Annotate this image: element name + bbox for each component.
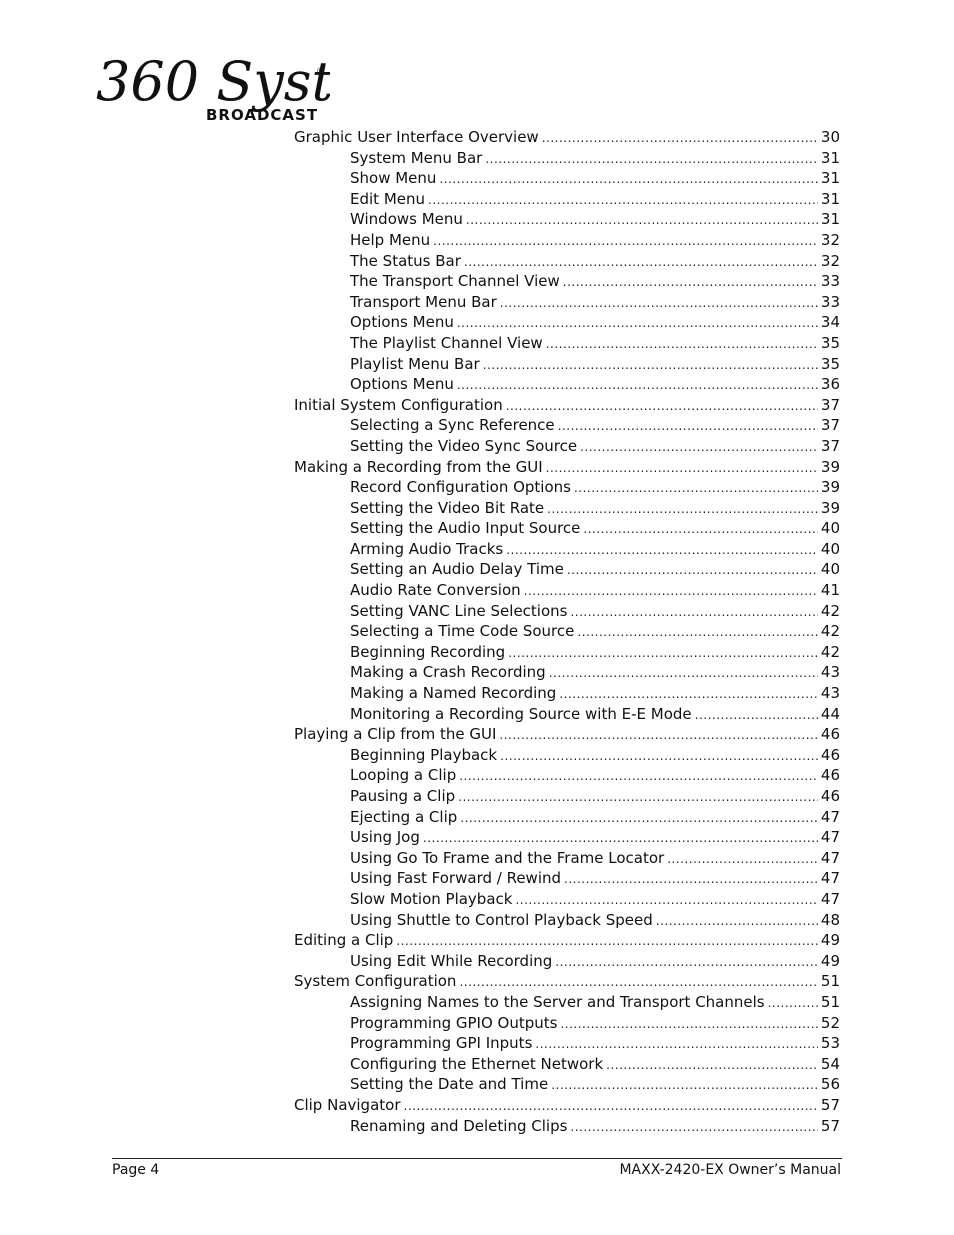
toc-entry[interactable]: [294, 662, 840, 683]
toc-dot-leader: [506, 540, 818, 561]
toc-dot-leader: [459, 972, 817, 993]
toc-entry[interactable]: [294, 827, 840, 848]
toc-entry-page: 44: [820, 704, 840, 723]
toc-entry[interactable]: [294, 1074, 840, 1095]
toc-entry-title: Pausing a Clip: [350, 787, 456, 805]
toc-entry-page: 31: [820, 210, 840, 229]
toc-entry[interactable]: [294, 1054, 840, 1075]
toc-entry-title: Using Fast Forward / Rewind: [350, 869, 562, 888]
toc-entry[interactable]: [294, 910, 840, 931]
toc-dot-leader: [423, 828, 818, 849]
toc-entry[interactable]: [294, 971, 840, 992]
toc-entry-page: 35: [820, 354, 840, 373]
toc-entry-title: Help Menu: [350, 230, 431, 249]
toc-entry[interactable]: [294, 601, 840, 622]
toc-entry[interactable]: [294, 848, 840, 869]
toc-entry-page: 34: [820, 313, 840, 332]
toc-entry-page: 39: [820, 457, 840, 476]
toc-entry-page: 42: [820, 642, 840, 661]
toc-entry[interactable]: [294, 1013, 840, 1034]
toc-entry-title: Selecting a Time Code Source: [350, 622, 575, 641]
toc-entry-title: The Playlist Channel View: [350, 333, 543, 352]
toc-entry-page: 51: [820, 972, 840, 991]
toc-entry-title: System Configuration: [294, 972, 457, 991]
toc-dot-leader: [506, 396, 818, 417]
toc-entry[interactable]: [294, 642, 840, 663]
toc-entry-title: Setting the Video Bit Rate: [350, 498, 545, 517]
toc-entry[interactable]: [294, 251, 840, 272]
toc-entry-title: Looping a Clip: [350, 766, 457, 785]
toc-dot-leader: [656, 911, 818, 932]
toc-dot-leader: [433, 231, 818, 252]
toc-entry-title: Editing a Clip: [294, 931, 394, 950]
toc-dot-leader: [464, 252, 818, 273]
toc-entry-title: Programming GPIO Outputs: [350, 1013, 558, 1032]
toc-entry[interactable]: [294, 395, 840, 416]
toc-entry-page: 36: [820, 375, 840, 394]
footer-page-number: Page 4: [112, 1162, 160, 1178]
toc-dot-leader: [508, 643, 818, 664]
toc-dot-leader: [459, 766, 818, 787]
toc-dot-leader: [483, 355, 818, 376]
logo-registered-mark: ®: [316, 67, 325, 77]
toc-entry-title: Programming GPI Inputs: [350, 1034, 533, 1053]
toc-entry-page: 56: [820, 1075, 840, 1094]
toc-entry[interactable]: [294, 333, 840, 354]
toc-entry-title: The Status Bar: [350, 251, 461, 270]
toc-entry-page: 48: [820, 910, 840, 929]
toc-entry[interactable]: [294, 992, 840, 1013]
toc-entry-title: Setting an Audio Delay Time: [350, 560, 564, 579]
logo-graphic: [94, 52, 330, 124]
toc-entry-page: 37: [820, 416, 840, 435]
toc-dot-leader: [570, 1117, 818, 1138]
toc-dot-leader: [466, 210, 818, 231]
toc-entry[interactable]: [294, 1116, 840, 1137]
footer-divider: [112, 1158, 842, 1159]
toc-entry-page: 40: [820, 519, 840, 538]
toc-entry-page: 33: [820, 292, 840, 311]
toc-entry-page: 46: [820, 725, 840, 744]
toc-entry-page: 46: [820, 766, 840, 785]
toc-entry-title: Edit Menu: [350, 189, 425, 208]
toc-dot-leader: [396, 931, 818, 952]
toc-entry-page: 31: [820, 189, 840, 208]
toc-entry-title: Playing a Clip from the GUI: [294, 725, 497, 744]
toc-entry-page: 47: [820, 869, 840, 888]
logo-wordmark: 360 Sys: [96, 52, 312, 113]
toc-entry-page: 53: [820, 1034, 840, 1053]
toc-entry[interactable]: [294, 745, 840, 766]
toc-entry[interactable]: [294, 354, 840, 375]
toc-entry-title: Beginning Playback: [350, 745, 498, 764]
toc-entry[interactable]: [294, 312, 840, 333]
toc-entry-page: 57: [820, 1095, 840, 1114]
toc-entry-page: 39: [820, 498, 840, 517]
toc-dot-leader: [768, 993, 818, 1014]
toc-entry-title: Using Shuttle to Control Playback Speed: [350, 910, 653, 929]
toc-entry[interactable]: [294, 518, 840, 539]
toc-entry-page: 47: [820, 848, 840, 867]
toc-dot-leader: [563, 272, 818, 293]
toc-entry-page: 57: [820, 1116, 840, 1135]
toc-entry-title: Setting the Date and Time: [350, 1075, 549, 1094]
toc-entry[interactable]: [294, 168, 840, 189]
toc-entry-page: 51: [820, 992, 840, 1011]
toc-entry[interactable]: [294, 930, 840, 951]
toc-dot-leader: [404, 1096, 818, 1117]
toc-dot-leader: [542, 128, 818, 149]
toc-dot-leader: [570, 602, 817, 623]
toc-entry-title: Slow Motion Playback: [350, 889, 513, 908]
toc-entry-page: 35: [820, 333, 840, 352]
toc-dot-leader: [524, 581, 818, 602]
table-of-contents: [294, 127, 840, 1136]
toc-entry[interactable]: [294, 148, 840, 169]
toc-entry-title: Making a Crash Recording: [350, 663, 546, 682]
toc-entry-page: 31: [820, 148, 840, 167]
toc-entry-title: Clip Navigator: [294, 1095, 401, 1114]
toc-dot-leader: [549, 663, 818, 684]
toc-dot-leader: [695, 705, 818, 726]
toc-dot-leader: [580, 437, 818, 458]
toc-dot-leader: [439, 169, 817, 190]
toc-entry-page: 42: [820, 601, 840, 620]
toc-dot-leader: [458, 787, 818, 808]
toc-dot-leader: [564, 869, 818, 890]
toc-entry[interactable]: [294, 704, 840, 725]
toc-entry[interactable]: [294, 724, 840, 745]
toc-entry-page: 39: [820, 478, 840, 497]
logo-subtitle: BROADCAST: [206, 106, 319, 124]
toc-entry-title: Selecting a Sync Reference: [350, 416, 555, 435]
toc-entry[interactable]: [294, 1033, 840, 1054]
toc-entry-page: 43: [820, 663, 840, 682]
toc-entry-title: Making a Recording from the GUI: [294, 457, 543, 476]
toc-dot-leader: [546, 334, 818, 355]
toc-dot-leader: [500, 293, 818, 314]
toc-entry[interactable]: [294, 436, 840, 457]
toc-entry[interactable]: [294, 1095, 840, 1116]
toc-entry-title: Using Go To Frame and the Frame Locator: [350, 848, 665, 867]
toc-dot-leader: [547, 499, 818, 520]
toc-entry-title: Options Menu: [350, 375, 454, 394]
toc-entry-title: System Menu Bar: [350, 148, 483, 167]
toc-entry[interactable]: [294, 868, 840, 889]
toc-entry-title: Assigning Names to the Server and Transport Channels: [350, 992, 765, 1011]
toc-entry-page: 52: [820, 1013, 840, 1032]
toc-entry[interactable]: [294, 477, 840, 498]
toc-dot-leader: [606, 1055, 818, 1076]
toc-entry[interactable]: [294, 951, 840, 972]
toc-dot-leader: [551, 1075, 818, 1096]
toc-entry-title: Options Menu: [350, 313, 454, 332]
toc-dot-leader: [560, 1014, 817, 1035]
toc-entry-page: 47: [820, 807, 840, 826]
toc-dot-leader: [535, 1034, 818, 1055]
toc-entry-title: Setting the Video Sync Source: [350, 436, 578, 455]
toc-entry[interactable]: [294, 127, 840, 148]
toc-entry[interactable]: [294, 539, 840, 560]
toc-entry-title: Using Jog: [350, 828, 420, 847]
toc-dot-leader: [583, 519, 818, 540]
toc-entry-page: 47: [820, 889, 840, 908]
toc-entry-title: Monitoring a Recording Source with E-E Mode: [350, 704, 692, 723]
toc-entry[interactable]: [294, 559, 840, 580]
toc-entry-page: 54: [820, 1054, 840, 1073]
toc-entry[interactable]: [294, 230, 840, 251]
toc-entry-page: 43: [820, 684, 840, 703]
toc-entry-title: Setting VANC Line Selections: [350, 601, 568, 620]
toc-entry-page: 40: [820, 560, 840, 579]
toc-entry-title: Ejecting a Clip: [350, 807, 458, 826]
toc-entry[interactable]: [294, 683, 840, 704]
toc-entry-title: Audio Rate Conversion: [350, 581, 521, 600]
toc-entry-title: Windows Menu: [350, 210, 463, 229]
toc-entry[interactable]: [294, 765, 840, 786]
toc-entry-page: 37: [820, 395, 840, 414]
toc-entry[interactable]: [294, 374, 840, 395]
toc-entry-page: 42: [820, 622, 840, 641]
toc-entry-page: 32: [820, 230, 840, 249]
toc-entry-title: Configuring the Ethernet Network: [350, 1054, 604, 1073]
toc-dot-leader: [457, 313, 818, 334]
toc-entry[interactable]: [294, 807, 840, 828]
toc-entry[interactable]: [294, 415, 840, 436]
toc-entry[interactable]: [294, 189, 840, 210]
toc-entry-page: 32: [820, 251, 840, 270]
toc-entry-title: Show Menu: [350, 169, 437, 188]
toc-entry-page: 49: [820, 951, 840, 970]
toc-dot-leader: [499, 725, 818, 746]
toc-entry-title: Beginning Recording: [350, 642, 506, 661]
toc-entry-title: Making a Named Recording: [350, 684, 557, 703]
toc-entry[interactable]: [294, 292, 840, 313]
toc-entry-page: 47: [820, 828, 840, 847]
toc-entry-page: 46: [820, 745, 840, 764]
toc-entry[interactable]: [294, 457, 840, 478]
toc-dot-leader: [558, 416, 818, 437]
toc-dot-leader: [574, 478, 818, 499]
toc-dot-leader: [428, 190, 818, 211]
toc-entry-title: Renaming and Deleting Clips: [350, 1116, 568, 1135]
toc-dot-leader: [555, 952, 818, 973]
company-logo: [94, 52, 330, 124]
footer-manual-title: MAXX-2420-EX Owner’s Manual: [619, 1162, 841, 1178]
toc-entry-page: 40: [820, 539, 840, 558]
toc-entry-title: Initial System Configuration: [294, 395, 503, 414]
toc-entry-title: Arming Audio Tracks: [350, 539, 504, 558]
toc-dot-leader: [546, 458, 818, 479]
toc-entry[interactable]: [294, 271, 840, 292]
toc-entry-title: Graphic User Interface Overview: [294, 128, 539, 146]
toc-entry[interactable]: [294, 786, 840, 807]
toc-entry-title: Record Configuration Options: [350, 478, 571, 497]
toc-entry-title: Setting the Audio Input Source: [350, 519, 581, 538]
toc-entry-page: 30: [820, 128, 840, 146]
toc-entry[interactable]: [294, 498, 840, 519]
toc-entry-page: 41: [820, 581, 840, 600]
toc-entry-title: The Transport Channel View: [350, 272, 560, 291]
toc-entry[interactable]: [294, 621, 840, 642]
toc-dot-leader: [515, 890, 817, 911]
toc-entry-page: 49: [820, 931, 840, 950]
toc-dot-leader: [567, 560, 818, 581]
toc-entry-title: Transport Menu Bar: [350, 292, 497, 311]
toc-entry[interactable]: [294, 209, 840, 230]
toc-entry-page: 37: [820, 436, 840, 455]
toc-dot-leader: [500, 746, 818, 767]
toc-entry-page: 31: [820, 169, 840, 188]
toc-dot-leader: [485, 149, 818, 170]
toc-entry-page: 46: [820, 787, 840, 805]
toc-entry-title: Using Edit While Recording: [350, 951, 553, 970]
toc-dot-leader: [667, 849, 818, 870]
toc-entry-title: Playlist Menu Bar: [350, 354, 480, 373]
toc-dot-leader: [577, 622, 818, 643]
toc-entry-page: 33: [820, 272, 840, 291]
toc-entry[interactable]: [294, 889, 840, 910]
toc-dot-leader: [457, 375, 818, 396]
toc-dot-leader: [559, 684, 818, 705]
toc-dot-leader: [460, 808, 818, 829]
toc-entry[interactable]: [294, 580, 840, 601]
